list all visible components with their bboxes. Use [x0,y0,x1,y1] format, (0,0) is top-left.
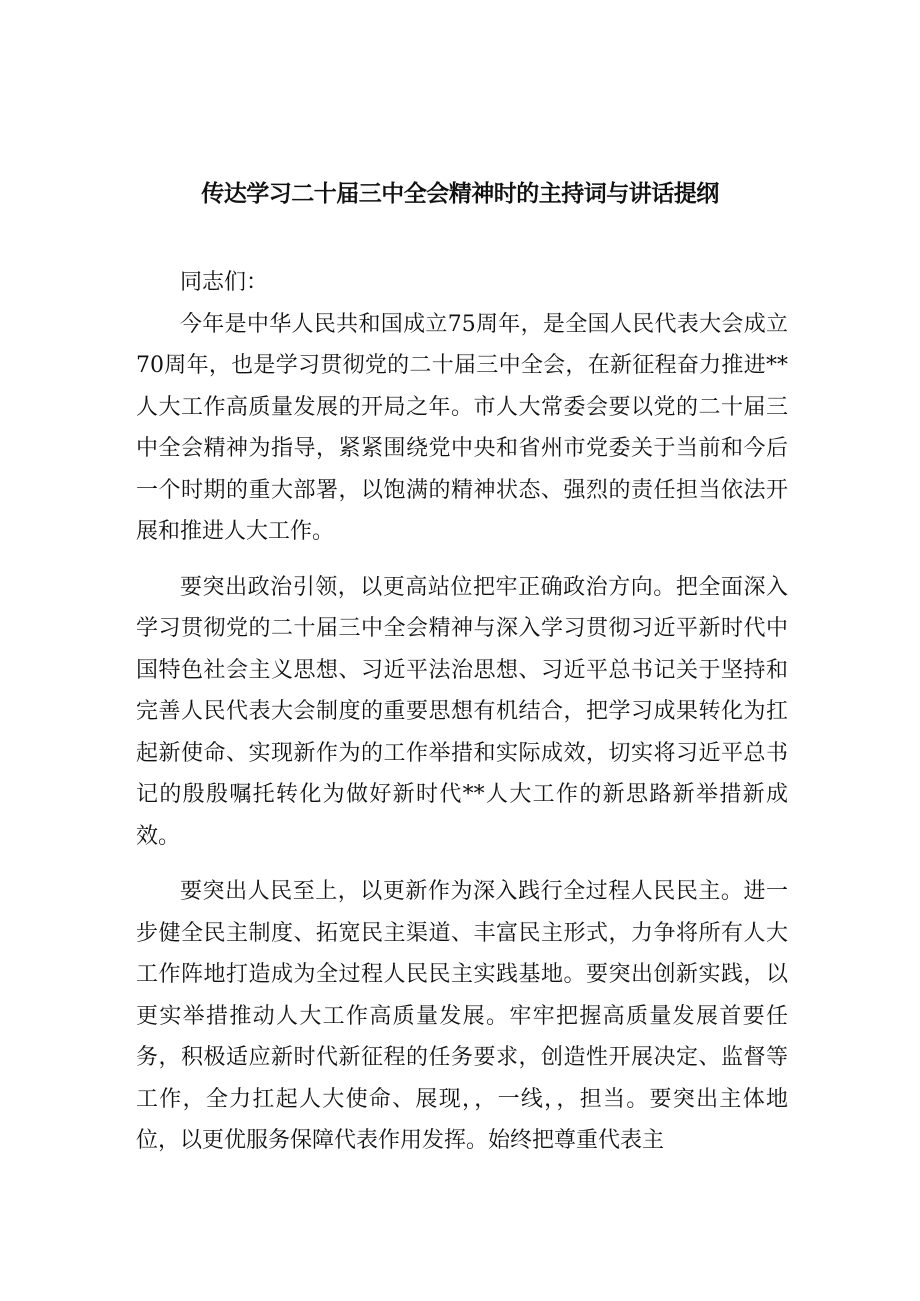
paragraph-1: 今年是中华人民共和国成立75周年，是全国人民代表大会成立70周年，也是学习贯彻党的二十届三中全会，在新征程奋力推进**人大工作高质量发展的开局之年。市人大常委会要以党的二十届三中全会精神为指导，紧紧围绕党中央和省州市党委关于当前和今后一个时期的重大部署，以饱满的精神状态、强烈的责任担当依法开展和推进人大工作。 [136,311,788,544]
document-body [136,262,788,1162]
document-title: 传达学习二十届三中全会精神时的主持词与讲话提纲 [201,181,719,207]
paragraph-3: 要突出人民至上，以更新作为深入践行全过程人民民主。进一步健全民主制度、拓宽民主渠道、丰富民主形式，力争将所有人大工作阵地打造成为全过程人民民主实践基地。要突出创新实践，以更实举措推动人大工作高质量发展。牢牢把握高质量发展首要任务，积极适应新时代新征程的任务要求，创造性开展决定、监督等工作，全力扛起人大使命、展现，，一线，，担当。要突出主体地位，以更优服务保障代表作用发挥。始终把尊重代表主 [136,879,788,1153]
salutation: 同志们： [180,270,269,295]
paragraph-2: 要突出政治引领，以更高站位把牢正确政治方向。把全面深入学习贯彻党的二十届三中全会精神与深入学习贯彻习近平新时代中国特色社会主义思想、习近平法治思想、习近平总书记关于坚持和完善人民代表大会制度的重要思想有机结合，把学习成果转化为扛起新使命、实现新作为的工作举措和实际成效，切实将习近平总书记的殷殷嘱托转化为做好新时代**人大工作的新思路新举措新成效。 [136,574,788,849]
